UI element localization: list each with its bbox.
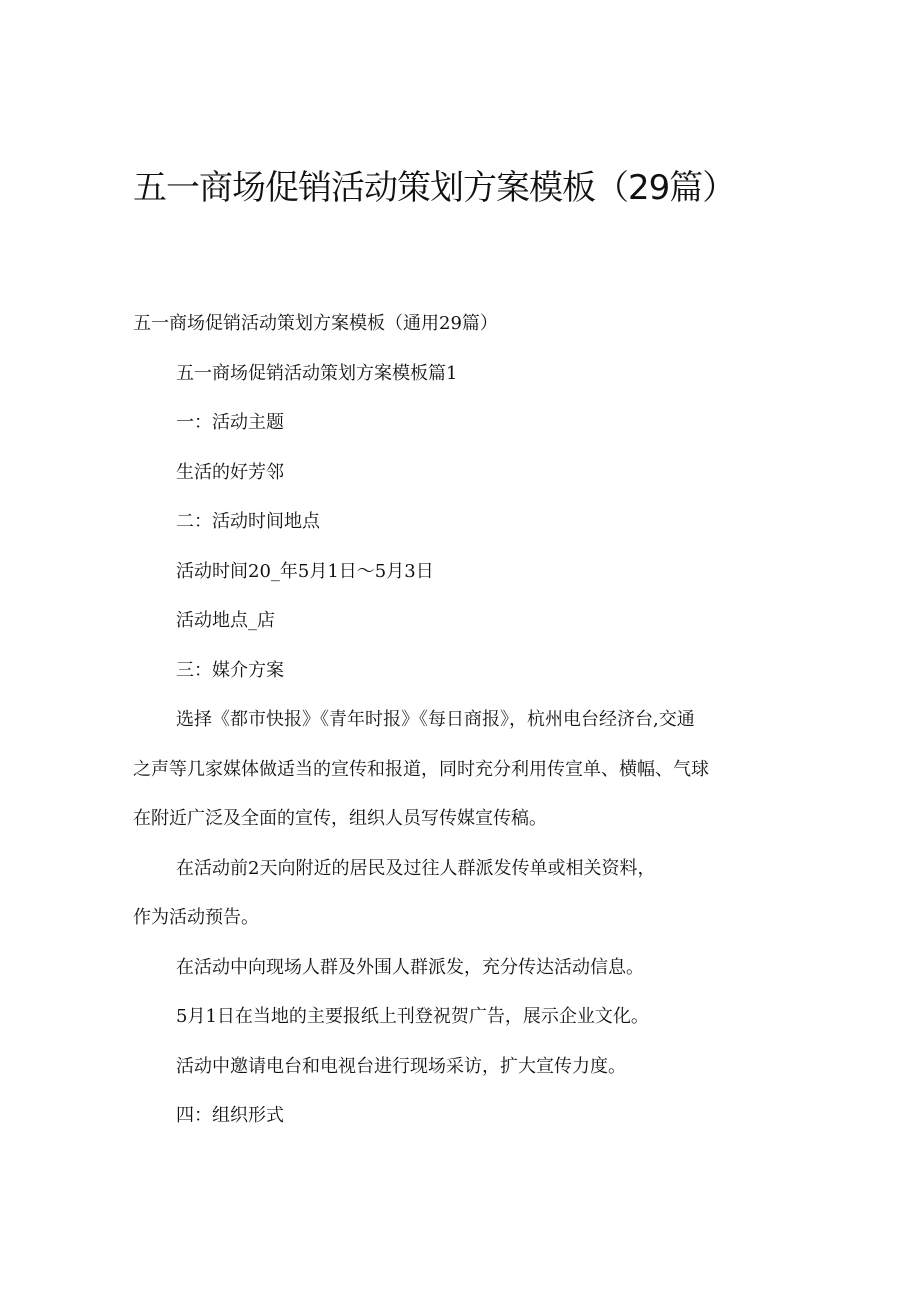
document-title: 五一商场促销活动策划方案模板（29篇） xyxy=(133,168,736,208)
paragraph-line: 5月1日在当地的主要报纸上刊登祝贺广告，展示企业文化。 xyxy=(176,1006,649,1027)
paragraph-line: 生活的好芳邻 xyxy=(176,462,284,483)
paragraph-line: 之声等几家媒体做适当的宣传和报道，同时充分利用传宣单、横幅、气球 xyxy=(133,759,709,780)
subtitle-line: 五一商场促销活动策划方案模板（通用29篇） xyxy=(133,313,498,334)
paragraph-line: 在附近广泛及全面的宣传，组织人员写传媒宣传稿。 xyxy=(133,808,547,829)
paragraph-line: 作为活动预告。 xyxy=(133,907,259,928)
paragraph-line: 在活动前2天向附近的居民及过往人群派发传单或相关资料， xyxy=(176,858,656,879)
paragraph-line: 活动地点_店 xyxy=(176,610,275,631)
item-heading-organization: 四：组织形式 xyxy=(176,1105,284,1126)
section-heading: 五一商场促销活动策划方案模板篇1 xyxy=(176,363,458,384)
paragraph-line: 在活动中向现场人群及外围人群派发，充分传达活动信息。 xyxy=(176,957,644,978)
paragraph-line: 活动时间20_年5月1日～5月3日 xyxy=(176,561,434,582)
item-heading-theme: 一：活动主题 xyxy=(176,412,284,433)
paragraph-line: 选择《都市快报》《青年时报》《每日商报》，杭州电台经济台,交通 xyxy=(176,709,695,730)
item-heading-media: 三：媒介方案 xyxy=(176,660,284,681)
item-heading-time-place: 二：活动时间地点 xyxy=(176,511,320,532)
paragraph-line: 活动中邀请电台和电视台进行现场采访，扩大宣传力度。 xyxy=(176,1056,626,1077)
